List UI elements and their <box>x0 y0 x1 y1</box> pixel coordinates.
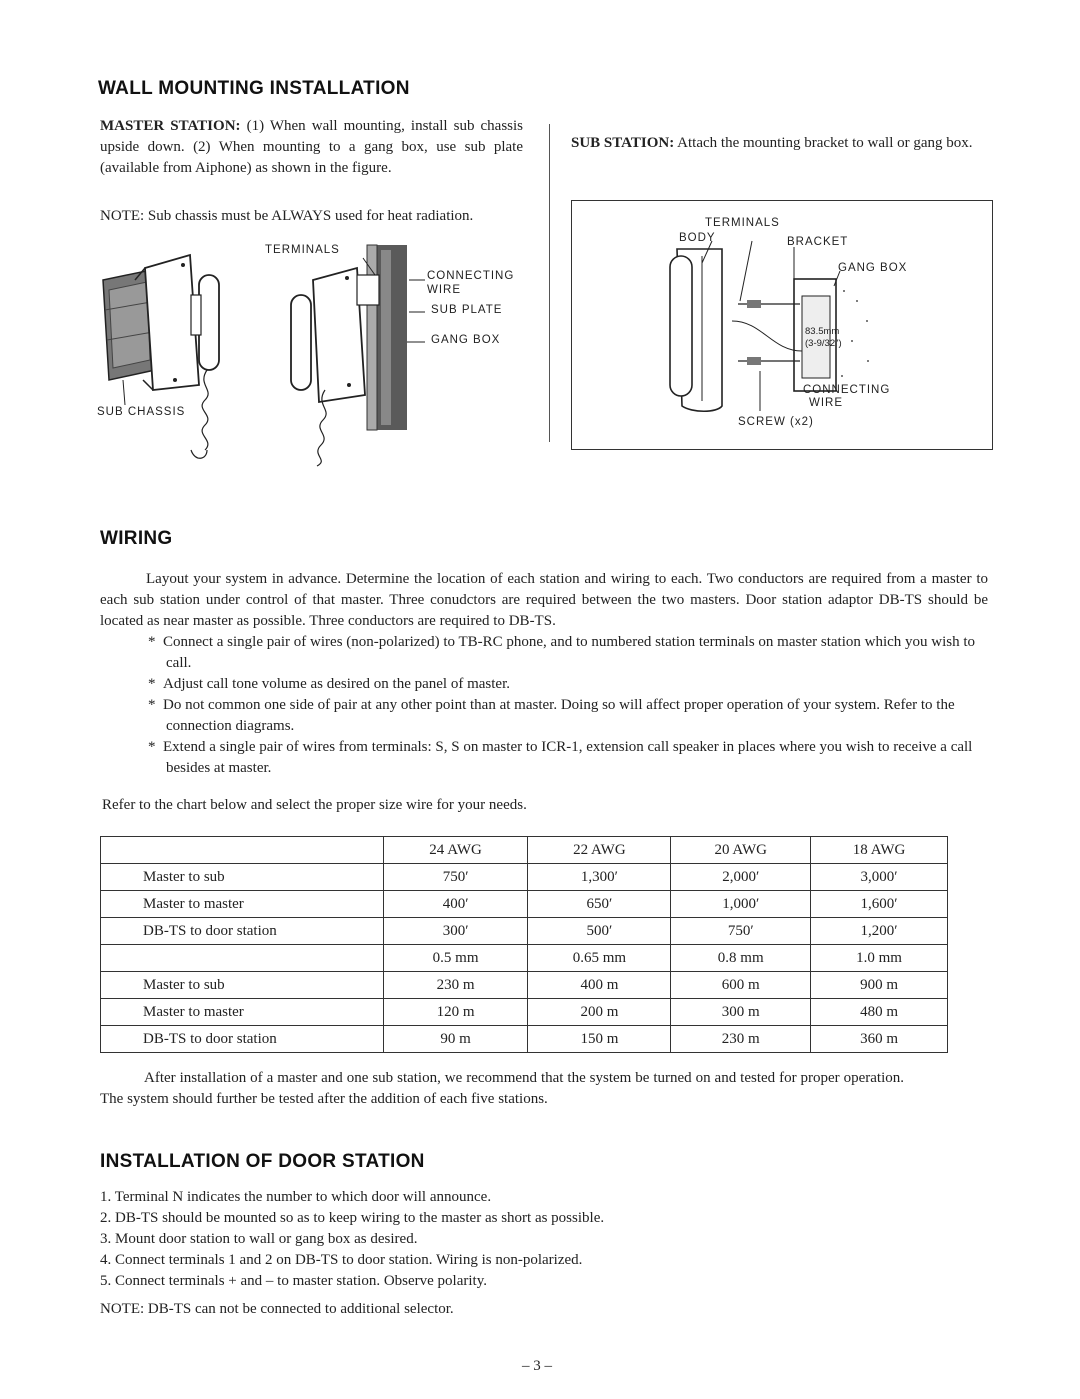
list-item: 1. Terminal N indicates the number to which door will announce. <box>100 1189 492 1205</box>
table-cell: 0.65 mm <box>528 945 671 972</box>
list-item: 5. Connect terminals + and – to master station. Observe polarity. <box>100 1273 487 1289</box>
wall-mounting-title: WALL MOUNTING INSTALLATION <box>98 78 410 99</box>
table-cell: DB-TS to door station <box>101 1026 384 1053</box>
table-cell: 230 m <box>383 972 528 999</box>
fig-right-bracket-label: BRACKET <box>787 236 849 248</box>
table-cell: 0.8 mm <box>671 945 811 972</box>
table-cell: 650′ <box>528 891 671 918</box>
table-cell: Master to master <box>101 999 384 1026</box>
fig-left-terminals-label: TERMINALS <box>265 244 340 256</box>
table-cell: 900 m <box>811 972 948 999</box>
table-cell: 1,300′ <box>528 864 671 891</box>
wire-chart-reference: Refer to the chart below and select the proper size wire for your needs. <box>102 797 527 813</box>
table-cell: 200 m <box>528 999 671 1026</box>
wiring-bullet-list <box>100 632 988 779</box>
wiring-bullet-1: * Connect a single pair of wires (non-polarized) to TB-RC phone, and to numbered station terminals on master station which you wish to call. <box>148 634 976 671</box>
table-cell: 90 m <box>383 1026 528 1053</box>
page-number: – 3 – <box>522 1358 552 1374</box>
table-cell: Master to master <box>101 891 384 918</box>
heat-radiation-note: NOTE: Sub chassis must be ALWAYS used for heat radiation. <box>100 208 474 224</box>
table-cell: 22 AWG <box>528 837 671 864</box>
sub-station-mounting-figure <box>572 201 990 447</box>
table-cell: 400′ <box>383 891 528 918</box>
gang-box-mounting-drawing <box>291 245 425 466</box>
wiring-title: WIRING <box>100 528 173 549</box>
table-cell: 480 m <box>811 999 948 1026</box>
testing-recommendation: After installation of a master and one sub station, we recommend that the system be turned on and tested for proper operation. The system should further be tested after the addition of each five stations. <box>100 1070 904 1107</box>
fig-right-dimension-mm: 83.5mm <box>805 326 840 337</box>
sub-station-paragraph <box>571 133 995 154</box>
fig-right-gang-box-label: GANG BOX <box>838 262 908 274</box>
table-cell: 500′ <box>528 918 671 945</box>
fig-right-dimension-in: (3-9/32") <box>805 338 842 349</box>
fig-left-gang-box-label: GANG BOX <box>431 334 501 346</box>
column-divider <box>549 124 550 442</box>
door-station-title: INSTALLATION OF DOOR STATION <box>100 1151 425 1172</box>
table-cell: 360 m <box>811 1026 948 1053</box>
fig-right-terminals-label: TERMINALS <box>705 217 780 229</box>
fig-right-connecting-label: CONNECTING <box>803 384 891 396</box>
table-cell: 1,200′ <box>811 918 948 945</box>
fig-left-sub-chassis-label: SUB CHASSIS <box>97 406 186 418</box>
table-cell: 120 m <box>383 999 528 1026</box>
table-cell: 2,000′ <box>671 864 811 891</box>
table-row <box>101 999 948 1026</box>
table-cell <box>101 837 384 864</box>
table-cell: 20 AWG <box>671 837 811 864</box>
master-station-text: (1) When wall mounting, install sub chassis upside down. (2) When mounting to a gang box, use sub plate (available from Aiphone) as shown in the figure. <box>100 118 524 176</box>
table-row <box>101 918 948 945</box>
coiled-cord-left <box>202 370 208 450</box>
wiring-bullet-3: * Do not common one side of pair at any other point than at master. Doing so will affect proper operation of your system. Refer to the connection diagrams. <box>148 697 955 734</box>
table-cell: 1,600′ <box>811 891 948 918</box>
fig-left-connecting-label: CONNECTING <box>427 270 515 282</box>
table-row <box>101 1026 948 1053</box>
table-cell: 750′ <box>671 918 811 945</box>
table-cell: 400 m <box>528 972 671 999</box>
fig-left-sub-plate-label: SUB PLATE <box>431 304 503 316</box>
table-cell: 300′ <box>383 918 528 945</box>
table-row <box>101 945 948 972</box>
table-cell: 600 m <box>671 972 811 999</box>
table-cell: 18 AWG <box>811 837 948 864</box>
table-cell: DB-TS to door station <box>101 918 384 945</box>
wiring-bullet-4: * Extend a single pair of wires from terminals: S, S on master to ICR-1, extension call speaker in places where you wish to receive a call besides at master. <box>148 739 973 776</box>
sub-station-label: SUB STATION: <box>571 135 675 151</box>
fig-left-wire-label: WIRE <box>427 284 462 296</box>
door-station-note: NOTE: DB-TS can not be connected to additional selector. <box>100 1301 454 1317</box>
table-cell: Master to sub <box>101 864 384 891</box>
table-cell: 150 m <box>528 1026 671 1053</box>
fig-right-body-label: BODY <box>679 232 716 244</box>
table-cell: Master to sub <box>101 972 384 999</box>
table-row <box>101 972 948 999</box>
door-station-steps <box>100 1187 860 1292</box>
fig-right-wire-label: WIRE <box>809 397 844 409</box>
wiring-intro: Layout your system in advance. Determine the location of each station and wiring to each. Two conductors are required from a master to each sub station under control of that master. Three conudctors are required between the two masters. Door station adaptor DB-TS should be located as near master as possible. Three conductors are required to DB-TS. <box>100 571 988 629</box>
table-row <box>101 891 948 918</box>
list-item: 2. DB-TS should be mounted so as to keep wiring to the master as short as possible. <box>100 1210 605 1226</box>
sub-station-text: Attach the mounting bracket to wall or gang box. <box>677 135 973 151</box>
table-cell: 230 m <box>671 1026 811 1053</box>
table-cell: 24 AWG <box>383 837 528 864</box>
table-cell: 0.5 mm <box>383 945 528 972</box>
list-item: 3. Mount door station to wall or gang box as desired. <box>100 1231 418 1247</box>
table-cell: 1,000′ <box>671 891 811 918</box>
table-row <box>101 837 948 864</box>
table-cell <box>101 945 384 972</box>
table-row <box>101 864 948 891</box>
master-station-label: MASTER STATION: <box>100 118 241 134</box>
wire-size-table <box>100 836 948 1053</box>
table-cell: 1.0 mm <box>811 945 948 972</box>
fig-right-screw-label: SCREW (x2) <box>738 416 814 428</box>
table-cell: 300 m <box>671 999 811 1026</box>
wiring-bullet-2: * Adjust call tone volume as desired on the panel of master. <box>148 676 510 692</box>
table-cell: 750′ <box>383 864 528 891</box>
master-station-paragraph <box>100 116 523 179</box>
table-cell: 3,000′ <box>811 864 948 891</box>
list-item: 4. Connect terminals 1 and 2 on DB-TS to door station. Wiring is non-polarized. <box>100 1252 583 1268</box>
